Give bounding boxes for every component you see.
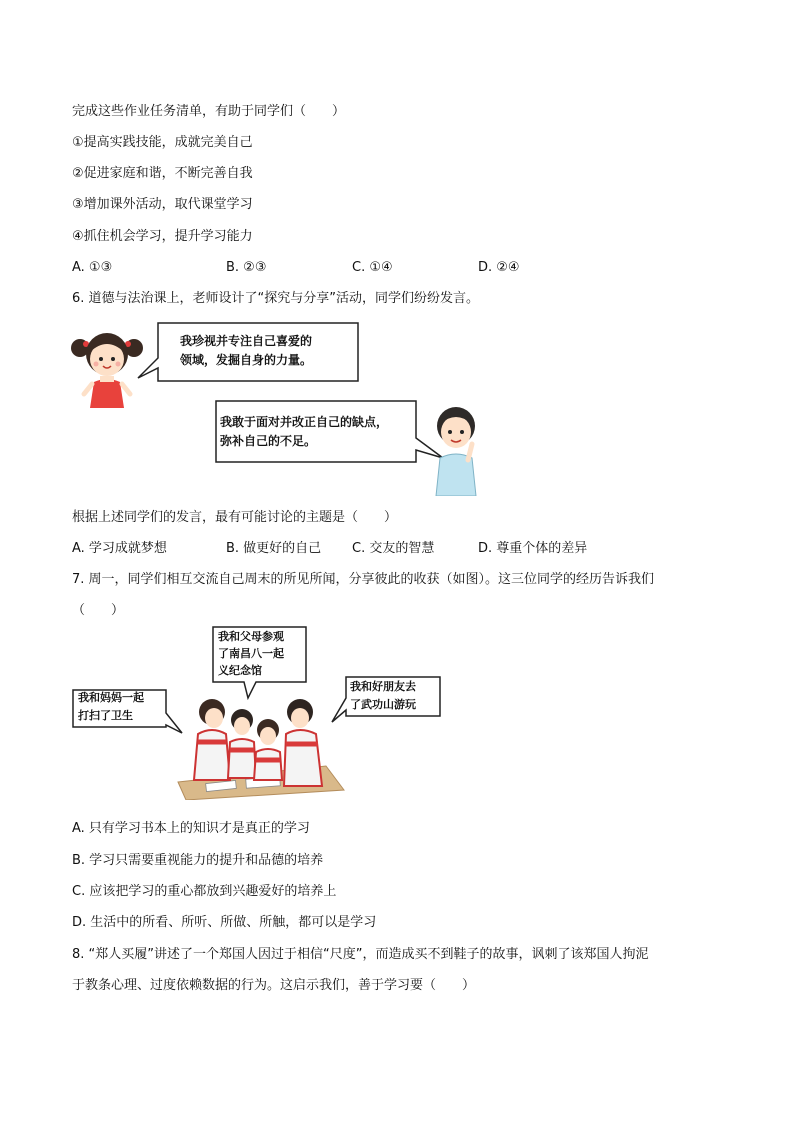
- middle-bubble-line-2: 了南昌八一起: [218, 647, 284, 660]
- q6-option-b[interactable]: B. 做更好的自己: [226, 541, 322, 556]
- students-illustration: [176, 690, 346, 800]
- left-bubble-line-1: 我和妈妈一起: [78, 691, 144, 704]
- q5-option-a[interactable]: A. ①③: [72, 260, 113, 275]
- q5-option-b[interactable]: B. ②③: [226, 260, 267, 275]
- girl-bubble-line-1: 我珍视并专注自己喜爱的: [180, 334, 313, 348]
- q5-item-3: ③增加课外活动，取代课堂学习: [72, 197, 253, 212]
- q7-option-c[interactable]: C. 应该把学习的重心都放到兴趣爱好的培养上: [72, 884, 337, 899]
- q6-option-d[interactable]: D. 尊重个体的差异: [478, 541, 588, 556]
- q5-option-d[interactable]: D. ②④: [478, 260, 520, 275]
- q7-stem-line-2: （ ）: [72, 603, 125, 618]
- q6-stem: 6. 道德与法治课上，老师设计了“探究与分享”活动，同学们纷纷发言。: [72, 291, 480, 306]
- q8-stem-line-2: 于教条心理、过度依赖数据的行为。这启示我们，善于学习要（ ）: [72, 978, 476, 993]
- q7-option-a[interactable]: A. 只有学习书本上的知识才是真正的学习: [72, 821, 310, 836]
- q5-item-2: ②促进家庭和谐，不断完善自我: [72, 166, 253, 181]
- q6-option-c[interactable]: C. 交友的智慧: [352, 541, 435, 556]
- right-bubble-line-2: 了武功山游玩: [350, 698, 416, 711]
- middle-bubble-line-1: 我和父母参观: [218, 630, 284, 643]
- q6-question: 根据上述同学们的发言，最有可能讨论的主题是（ ）: [72, 510, 398, 525]
- middle-speech-bubble: [212, 626, 308, 700]
- boy-speech-bubble: [215, 400, 447, 464]
- q7-option-b[interactable]: B. 学习只需要重视能力的提升和品德的培养: [72, 853, 324, 868]
- q6-option-a[interactable]: A. 学习成就梦想: [72, 541, 167, 556]
- q5-option-c[interactable]: C. ①④: [352, 260, 393, 275]
- right-bubble-line-1: 我和好朋友去: [350, 680, 416, 693]
- q5-item-4: ④抓住机会学习，提升学习能力: [72, 229, 253, 244]
- left-bubble-line-2: 打扫了卫生: [78, 709, 133, 722]
- girl-speech-bubble: [136, 322, 360, 384]
- left-speech-bubble: [72, 689, 184, 735]
- q7-stem-line-1: 7. 周一，同学们相互交流自己周末的所见所闻，分享彼此的收获（如图）。这三位同学的经历告诉我们: [72, 572, 655, 587]
- q5-item-1: ①提高实践技能，成就完美自己: [72, 135, 253, 150]
- boy-bubble-line-1: 我敢于面对并改正自己的缺点，: [220, 415, 389, 429]
- boy-bubble-line-2: 弥补自己的不足。: [220, 434, 317, 448]
- q7-option-d[interactable]: D. 生活中的所看、所听、所做、所触，都可以是学习: [72, 915, 377, 930]
- q5-stem: 完成这些作业任务清单，有助于同学们（ ）: [72, 104, 346, 119]
- q8-stem-line-1: 8. “郑人买履”讲述了一个郑国人因过于相信“尺度”，而造成买不到鞋子的故事，讽刺了该郑国人拘泥: [72, 947, 649, 962]
- middle-bubble-line-3: 义纪念馆: [218, 664, 262, 677]
- right-speech-bubble: [330, 676, 442, 724]
- boy-illustration: [428, 404, 484, 496]
- girl-bubble-line-2: 领域，发掘自身的力量。: [180, 353, 313, 367]
